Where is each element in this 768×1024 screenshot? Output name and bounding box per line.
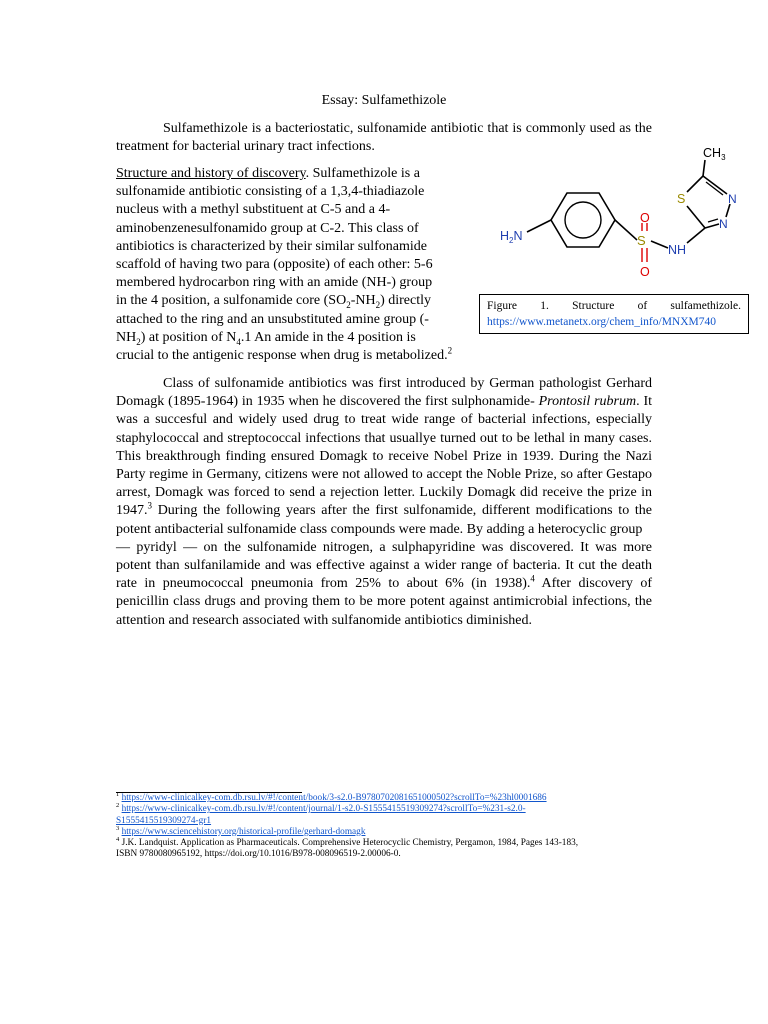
sulfamethizole-structure-figure <box>487 146 747 286</box>
svg-text:H2N: $H_2N$ <box>500 229 523 245</box>
footnote-1: $^1$ https://www-clinicalkey-com.db.rsu.lv/#!/content/book/3-s2.0-B9780702081651000502?scrollTo=%23hl0001686 <box>116 790 547 803</box>
footnote-4-text: J.K. Landquist. Application as Pharmaceuticals. Comprehensive Heterocyclic Chemistry, Pergamon, 1984, Pages 143-183, <box>121 838 579 849</box>
structure-line-5: antibiotics is characterized by their similar sulfonamide <box>116 238 428 254</box>
footnote-3-link[interactable]: https://www.sciencehistory.org/historical-profile/gerhard-domagk <box>121 826 366 837</box>
footnote-1-link[interactable]: https://www-clinicalkey-com.db.rsu.lv/#!/content/book/3-s2.0-B9780702081651000502?scrollTo=%23hl0001686 <box>121 793 547 803</box>
structure-line-11: crucial to the antigenic response when drug is metabolized.$^2$ <box>116 345 453 364</box>
svg-text:NH: NH <box>668 243 687 257</box>
footnote-2-link-cont[interactable]: S1555415519309274-gr1 <box>116 815 212 826</box>
svg-text:O: O <box>640 211 650 225</box>
structure-heading: Structure and history of discovery <box>116 166 306 181</box>
structure-line-3: nucleus with a methyl substituent at C-5 and a 4- <box>116 202 391 218</box>
footnote-ref-3: 3 <box>147 500 152 511</box>
svg-text:O: O <box>640 265 650 279</box>
essay-title: Essay: Sulfamethizole <box>321 93 447 108</box>
structure-line-4: aminobenzenesulfonamido group at C-2. This class of <box>116 220 419 236</box>
footnotes <box>116 790 656 861</box>
structure-paragraph <box>116 165 488 365</box>
structure-line-1: . Sulfamethizole is a <box>305 166 420 181</box>
footnote-4-text-cont: ISBN 9780080965192, https://doi.org/10.1016/B978-008096519-2.00006-0. <box>116 849 401 860</box>
footnote-ref-2: 2 <box>447 345 453 356</box>
svg-text:N: N <box>719 217 728 231</box>
prontosil-italic: Prontosil rubrum <box>538 394 637 410</box>
structure-line-9: attached to the ring and an unsubstituted amine group (- <box>116 311 429 327</box>
svg-text:S: S <box>677 192 686 206</box>
svg-text:S: S <box>637 233 646 248</box>
footnote-2: $^2$ https://www-clinicalkey-com.db.rsu.lv/#!/content/journal/1-s2.0-S1555415519309274?scrollTo=%231-s2.0- S1555415519309274-gr1 <box>116 802 526 826</box>
structure-line-7: membered hydrocarbon ring with an amide (NH-) group <box>116 275 433 291</box>
structure-line-6: scaffold of having two para (opposite) of each other: 5-6 <box>116 257 433 273</box>
svg-text:N: N <box>728 192 737 206</box>
footnote-ref-4: 4 <box>530 573 535 584</box>
structure-line-2: sulfonamide antibiotic consisting of a 1,3,4-thiadiazole <box>116 184 425 200</box>
footnote-4: $^4$ J.K. Landquist. Application as Pharmaceuticals. Comprehensive Heterocyclic Chemistry, Pergamon, 1984, Pages 143-183, ISBN 9780080965192, https://doi.org/10.1016/B978-008096519-2.00006-0. <box>116 836 579 860</box>
footnote-3: $^3$ https://www.sciencehistory.org/historical-profile/gerhard-domagk <box>116 824 366 837</box>
intro-paragraph: Sulfamethizole is a bacteriostatic, sulfonamide antibiotic that is commonly used as the treatment for bacterial urinary tract infections. <box>116 121 652 155</box>
footnote-2-link[interactable]: https://www-clinicalkey-com.db.rsu.lv/#!/content/journal/1-s2.0-S1555415519309274?scrollTo=%231-s2.0- <box>121 804 526 815</box>
figure-caption <box>479 294 749 334</box>
molecule-diagram <box>487 146 747 286</box>
structure-line-8: in the 4 position, a sulfonamide core $(SO_2-NH_2)$ directly <box>116 293 431 311</box>
history-paragraph: Class of sulfonamide antibiotics was first introduced by German pathologist Gerhard Domagk (1895-1964) in 1935 when he discovered the first sulphonamide- Prontosil rubrum. It was a succesful and widely used drug to treat wide range of bacterial infections, especially staphylococcal and streptococcal infections that usuallye turned out to be lethal in many cases. This breakthrough finding ensured Domagk to receive Nobel Prize in 1939. During the Nazi Party regime in Germany, citizens were not allowed to accept the Noble Prize, so after Gestapo arrest, Domagk was forced to send a rejection letter. Luckily Domagk did receive the prize in 1947.$^3$ During the following years after the first sulfonamide, different modifications to the potent antibacterial sulfonamide class compounds were made. By adding a heterocyclic group — pyridyl — on the sulfonamide nitrogen, a sulphapyridine was discovered. It was more potent than sulfanilamide and was effective against a wider range of bacteria. It cut the death rate in pneumococcal pneumonia from 25% to about 6% (in 1938).$^4$ After discovery of penicillin class drugs and proving them to be more potent against antimicrobial infections, the attention and research associated with sulfanomide antibiotics diminished. <box>116 376 653 628</box>
figure-caption-text: Figure 1. Structure of sulfamethizole. <box>487 300 741 312</box>
structure-line-10: $NH_2$) at position of $N_4.1$ An amide in the 4 position is <box>116 329 416 347</box>
figure-source-link[interactable]: https://www.metanetx.org/chem_info/MNXM740 <box>487 316 717 328</box>
svg-text:CH3: $CH_3$ <box>703 146 726 162</box>
